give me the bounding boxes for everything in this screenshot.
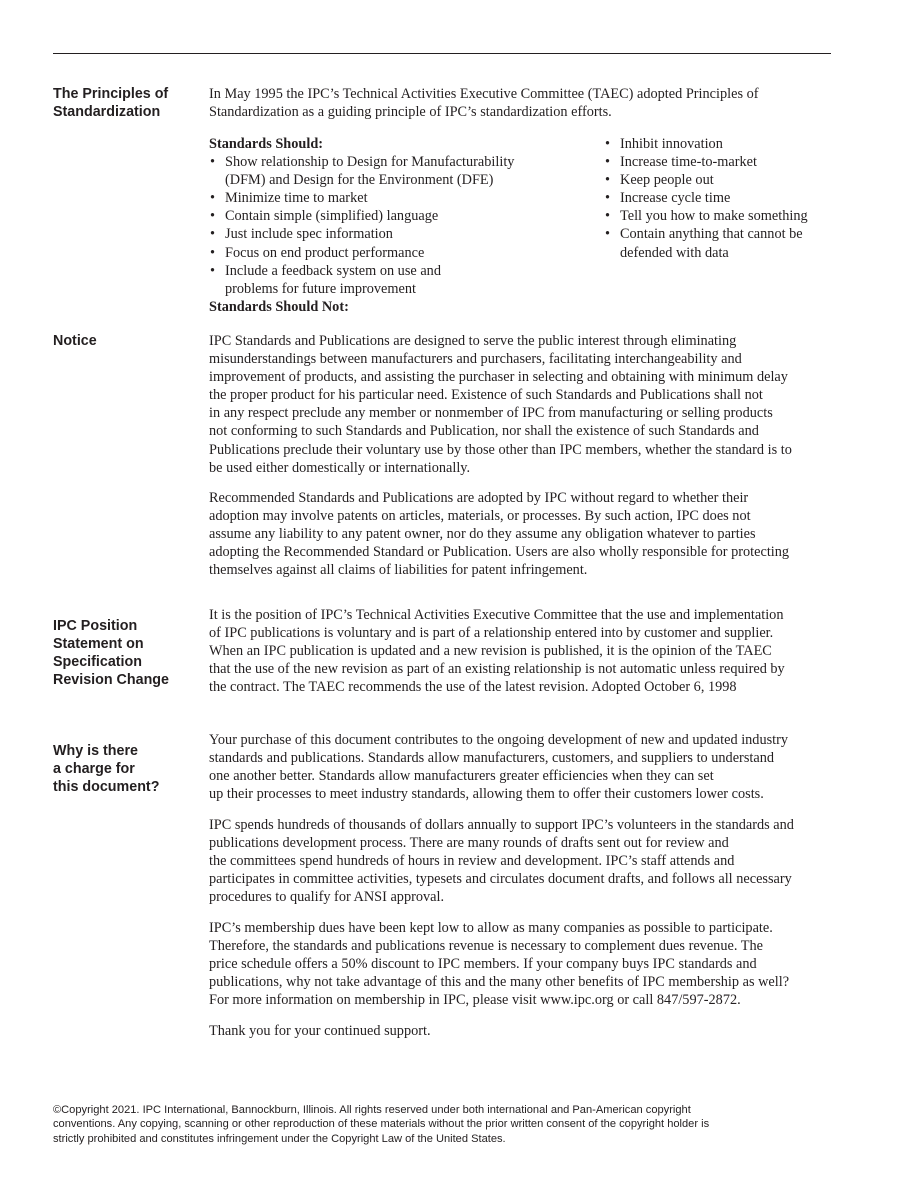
text-line: participates in committee activities, typesets and circulates document drafts, and follows all necessary [209, 871, 792, 888]
standards-should-title: Standards Should: [209, 136, 324, 152]
heading-line: Revision Change [53, 672, 169, 688]
text-line: Publications preclude their voluntary use by those other than IPC members, whether the standard is to [209, 441, 792, 458]
should-not-list-item [604, 225, 834, 261]
heading-line: this document? [53, 779, 160, 795]
footer-line: conventions. Any copying, scanning or other reproduction of these materials without the prior written consent of the copyright holder is [53, 1118, 710, 1131]
heading-line: Why is there [53, 743, 139, 759]
should-list-item [209, 207, 589, 225]
should-not-list-item-text: • Increase time-to-market [620, 154, 757, 171]
should-list-item-text: problems for future improvement [225, 280, 416, 297]
should-not-list-item [604, 171, 834, 189]
should-list-item-text: (DFM) and Design for the Environment (DFE) [225, 172, 494, 189]
notice-paragraph-1 [209, 332, 844, 477]
should-not-list-item [604, 189, 834, 207]
principles-heading: The Principles of Standardization [53, 86, 169, 120]
should-not-list-item-text: • Keep people out [620, 172, 714, 189]
heading-line: a charge for [53, 761, 135, 777]
should-list-item [209, 225, 589, 243]
should-list-item-text: • Minimize time to market [225, 190, 368, 207]
text-line: be used either domestically or internationally. [209, 459, 471, 476]
text-line: of IPC publications is voluntary and is part of a relationship entered into by customer and supplier. [209, 625, 774, 642]
should-list-item-text: • Just include spec information [225, 226, 393, 243]
footer-line: ©Copyright 2021. IPC International, Bannockburn, Illinois. All rights reserved under both international and Pan-American copyright [53, 1104, 691, 1116]
text-line: the committees spend hundreds of hours in review and development. IPC’s staff attends and [209, 853, 735, 870]
text-line: IPC’s membership dues have been kept low to allow as many companies as possible to participate. [209, 920, 773, 936]
text-line: improvement of products, and assisting the purchaser in selecting and obtaining with minimum delay [209, 369, 788, 386]
heading-line: Specification [53, 654, 142, 670]
text-line: the contract. The TAEC recommends the use of the latest revision. Adopted October 6, 1998 [209, 679, 737, 696]
text-line: not conforming to such Standards and Publication, nor shall the existence of such Standards and [209, 423, 759, 440]
text-line: Therefore, the standards and publications revenue is necessary to complement dues revenue. The [209, 938, 763, 955]
should-list-item [209, 262, 589, 298]
standards-should-list [209, 153, 589, 298]
text-line: publications, why not take advantage of this and the many other benefits of IPC membership as well? [209, 974, 790, 991]
position-heading [53, 617, 193, 689]
top-rule [53, 53, 831, 54]
standards-should-block [209, 135, 589, 316]
charge-heading [53, 742, 193, 796]
should-not-list-item [604, 153, 834, 171]
text-line: that the use of the new revision as part of an existing relationship is not automatic unless required by [209, 661, 785, 678]
should-list-item [209, 189, 589, 207]
text-line: in any respect preclude any member or nonmember of IPC from manufacturing or selling products [209, 405, 773, 422]
charge-paragraph-1 [209, 731, 844, 803]
text-line: themselves against all claims of liabilities for patent infringement. [209, 562, 588, 579]
text-line: It is the position of IPC’s Technical Activities Executive Committee that the use and implementation [209, 607, 784, 623]
text-line: adoption may involve patents on articles, materials, or processes. By such action, IPC does not [209, 508, 751, 525]
text-line: When an IPC publication is updated and a new revision is published, it is the opinion of the TAEC [209, 643, 772, 660]
copyright-footer [53, 1103, 853, 1146]
heading-line: Statement on [53, 636, 144, 652]
text-line: one another better. Standards allow manufacturers greater efficiencies when they can set [209, 768, 714, 785]
should-not-list-item [604, 135, 834, 153]
standards-should-not-block [604, 135, 834, 262]
position-paragraph [209, 606, 844, 696]
should-not-list-item [604, 207, 834, 225]
should-not-list-item-text: • Tell you how to make something [620, 208, 808, 225]
text-line: standards and publications. Standards allow manufacturers, customers, and suppliers to understand [209, 750, 774, 767]
text-line: adopting the Recommended Standard or Publication. Users are also wholly responsible for protecting [209, 544, 790, 561]
text-line: assume any liability to any patent owner, nor do they assume any obligation whatever to parties [209, 526, 756, 543]
should-list-item-text: • Contain simple (simplified) language [225, 208, 439, 225]
should-list-item-text: • Include a feedback system on use and [225, 262, 441, 279]
should-not-list-item-text: • Inhibit innovation [620, 136, 723, 152]
principles-intro: In May 1995 the IPC’s Technical Activities Executive Committee (TAEC) adopted Principles of Standardization as a guiding principle of IPC’s standardization efforts. [209, 86, 759, 121]
should-not-list-item-text: defended with data [620, 244, 729, 261]
should-list-item-text: • Focus on end product performance [225, 244, 425, 261]
standards-should-not-title: Standards Should Not: [209, 298, 349, 315]
text-line: up their processes to meet industry standards, allowing them to offer their customers lower costs. [209, 786, 764, 803]
should-not-list-item-text: • Increase cycle time [620, 190, 731, 207]
text-line: Your purchase of this document contributes to the ongoing development of new and updated industry [209, 732, 789, 748]
text-line: publications development process. There are many rounds of drafts sent out for review and [209, 835, 729, 852]
should-list-item-text: • Show relationship to Design for Manufacturability [225, 154, 515, 171]
text-line: IPC Standards and Publications are designed to serve the public interest through eliminating [209, 333, 737, 349]
text-line: misunderstandings between manufacturers and purchasers, facilitating interchangeability and [209, 351, 742, 368]
standards-should-not-list [604, 135, 834, 262]
text-line: the proper product for his particular need. Existence of such Standards and Publications shall not [209, 387, 763, 404]
charge-thanks: Thank you for your continued support. [209, 1023, 431, 1039]
text-line: Recommended Standards and Publications are adopted by IPC without regard to whether their [209, 490, 749, 506]
charge-paragraph-2 [209, 816, 844, 906]
footer-line: strictly prohibited and constitutes infringement under the Copyright Law of the United States. [53, 1132, 506, 1145]
text-line: procedures to qualify for ANSI approval. [209, 889, 445, 906]
text-line: price schedule offers a 50% discount to IPC members. If your company buys IPC standards and [209, 956, 757, 973]
heading-line: IPC Position [53, 618, 138, 634]
text-line: IPC spends hundreds of thousands of dollars annually to support IPC’s volunteers in the standards and [209, 817, 794, 833]
charge-paragraph-3 [209, 919, 844, 1009]
should-not-list-item-text: • Contain anything that cannot be [620, 226, 803, 243]
should-list-item [209, 244, 589, 262]
notice-heading: Notice [53, 333, 97, 349]
should-list-item [209, 153, 589, 189]
text-line: For more information on membership in IPC, please visit www.ipc.org or call 847/597-2872. [209, 992, 741, 1009]
notice-paragraph-2 [209, 489, 844, 579]
